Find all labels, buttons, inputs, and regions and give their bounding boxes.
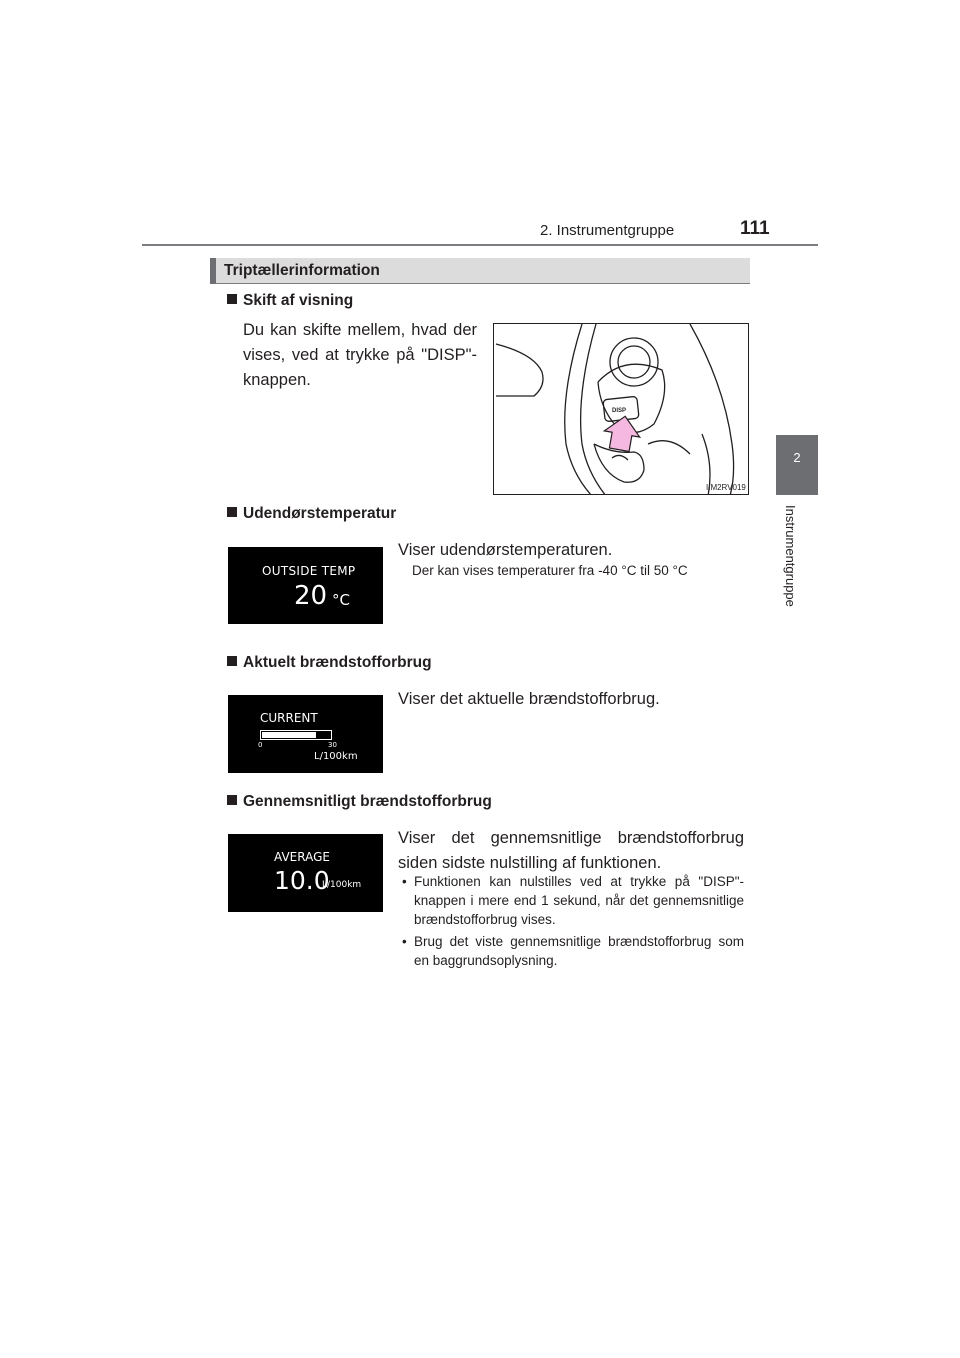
udendor-body: Viser udendørstemperaturen. [398,541,613,559]
heading-skift [227,292,353,310]
square-bullet-icon [227,795,237,805]
section-title: Triptællerinformation [224,262,380,279]
average-value: 10.0 [274,866,330,895]
chapter-tab-number: 2 [793,450,801,465]
disp-button-label: DISP [612,408,627,414]
figure-code: IIM2RV019 [706,483,746,492]
current-consumption-display [228,695,383,773]
udendor-note: Der kan vises temperaturer fra -40 °C til 50 °C [412,563,688,578]
consumption-bar-fill [262,732,316,738]
skift-body: Du kan skifte mellem, hvad der vises, ved at trykke på "DISP"-knappen. [243,321,477,389]
average-label: AVERAGE [274,850,330,864]
chapter-title: 2. Instrumentgruppe [540,222,675,239]
chapter-tab-label: Instrumentgruppe [783,505,798,607]
square-bullet-icon [227,294,237,304]
aktuelt-body: Viser det aktuelle brændstofforbrug. [398,690,660,708]
page-number: 111 [740,218,770,239]
heading-udendor [227,505,396,523]
bullet-item: • Brug det viste gennemsnitlige brændstofforbrug som en baggrundsoplysning. [398,932,744,970]
heading-skift-text: Skift af visning [243,292,354,309]
steering-wheel-illustration [493,323,749,495]
bullet-item: • Funktionen kan nulstilles ved at trykke på "DISP"-knappen i mere end 1 sekund, når det gennemsnitlige brændstofforbrug vises. [398,872,744,929]
outside-temp-display [228,547,383,624]
heading-gennemsnit-text: Gennemsnitligt brændstofforbrug [243,793,492,810]
average-unit: L/100km [322,880,362,890]
press-arrow-icon [601,413,642,453]
current-unit: L/100km [314,751,358,762]
chapter-tab [776,435,818,495]
heading-aktuelt-text: Aktuelt brændstofforbrug [243,654,432,671]
scale-max: 30 [328,741,337,749]
gennemsnit-bullets [398,872,744,970]
heading-udendor-text: Udendørstemperatur [243,505,397,522]
scale-min: 0 [258,741,263,749]
outside-temp-value: 20 [294,581,328,611]
consumption-bar [260,730,332,740]
square-bullet-icon [227,656,237,666]
section-band-marker [210,258,216,284]
heading-gennemsnit [227,793,492,811]
gennemsnit-body: Viser det gennemsnitlige brændstofforbrug siden sidste nulstilling af funktionen. [398,829,744,872]
steering-wheel-drawing [494,324,749,495]
average-consumption-display [228,834,383,912]
outside-temp-label: OUTSIDE TEMP [262,564,356,578]
heading-aktuelt [227,654,432,672]
current-label: CURRENT [260,711,318,725]
header-divider [142,244,818,246]
square-bullet-icon [227,507,237,517]
outside-temp-unit: °C [332,591,350,609]
